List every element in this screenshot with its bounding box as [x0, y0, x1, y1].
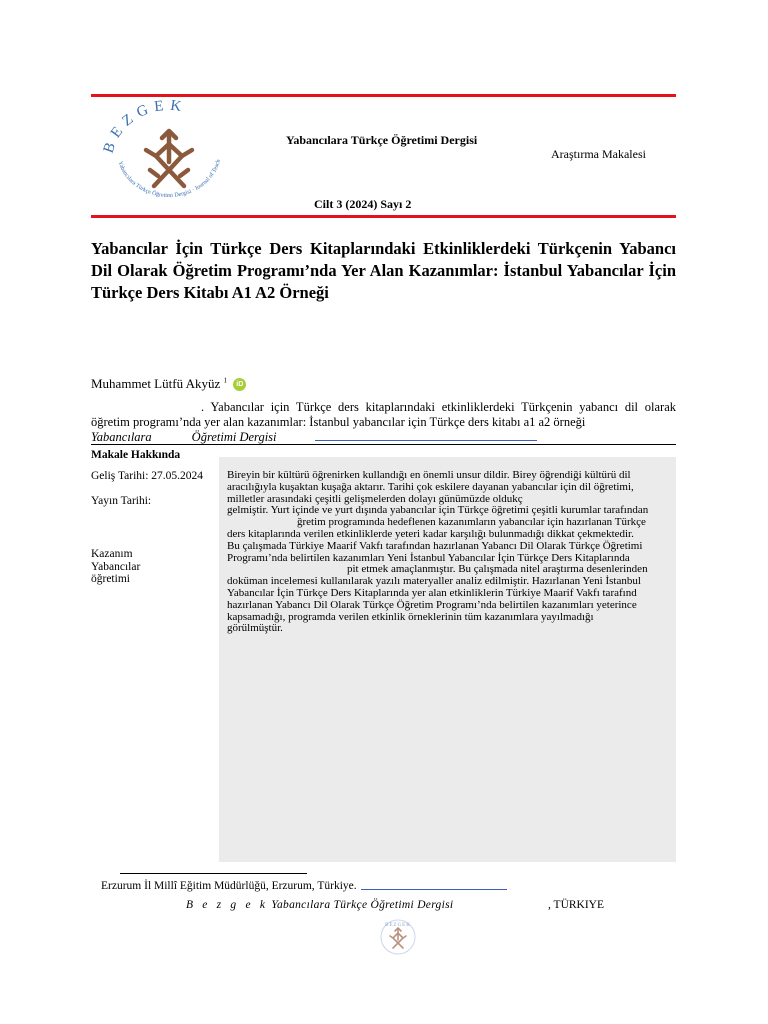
citation-block — [91, 400, 676, 445]
author-name: Muhammet Lütfü Akyüz — [91, 376, 221, 391]
footer-country: , TÜRKIYE — [548, 899, 605, 911]
abstract-line: ders kitaplarında verilen etkinliklerde yeteri kadar karşılığı bulunmadığı dikkat çekmektedir. — [227, 527, 634, 540]
abstract-line: doküman incelemesi kullanılarak yazılı materyaller analiz edilmiştir. Hazırlanan Yeni İstanbul — [227, 575, 641, 588]
header-top-rule — [91, 94, 676, 97]
abstract-line: aracılığıyla kuşaktan kuşağa aktarır. Tarihi çok eskilere dayanan yabancılar için dil öğretimi, — [227, 480, 634, 493]
abstract-line: Programı’nda belirtilen kazanımları Yeni İstanbul Yabancılar İçin Türkçe Ders Kitaplarında — [227, 551, 630, 564]
info-section-rule — [91, 444, 676, 445]
citation-line-2: öğretim programı’nda yer alan kazanımlar: İstanbul yabancılar için Türkçe ders kitabı a1 a2 örneği — [91, 415, 586, 429]
citation-line-3 — [91, 430, 676, 445]
volume-issue: Cilt 3 (2024) Sayı 2 — [314, 197, 412, 211]
abstract-line: milletler arasındaki çeşitli gelişmelerden dolayı günümüzde oldukç — [227, 492, 523, 505]
received-date: Geliş Tarihi: 27.05.2024 — [91, 470, 204, 482]
abstract-line: gelmiştir. Yurt içinde ve yurt dışında yabancılar için Türkçe öğretimi çeşitli kurumlar tarafından — [227, 504, 649, 517]
header-bottom-rule — [91, 215, 676, 218]
email-link-placeholder[interactable] — [361, 879, 507, 890]
journal-title: Yabancılara Türkçe Öğretimi Dergisi — [286, 133, 478, 147]
footer-logo — [377, 916, 419, 958]
article-type: Araştırma Makalesi — [551, 147, 646, 161]
published-date: Yayın Tarihi: — [91, 495, 152, 507]
footer-journal-spaced: B e z g e k — [186, 899, 269, 911]
abstract-line: görülmüştür. — [227, 622, 283, 635]
keywords-list — [91, 548, 211, 586]
journal-logo — [98, 100, 240, 215]
abstract-text — [227, 470, 668, 635]
abstract-line: Bireyin bir kültürü öğrenirken kullandığı en önemli unsur dildir. Birey öğrendiği kültürü dil — [227, 469, 631, 481]
logo-emblem — [146, 131, 192, 186]
author-line — [91, 376, 246, 392]
citation-journal-part-2: Öğretimi Dergisi — [191, 430, 277, 444]
citation-journal-part-1: Yabancılara — [91, 430, 152, 444]
abstract-line: ğretim programında hedeflenen kazanımların yabancılar için hazırlanan Türkçe — [297, 516, 646, 529]
footer-journal-rest: Yabancılara Türkçe Öğretimi Dergisi — [271, 899, 454, 911]
article-title: Yabancılar İçin Türkçe Ders Kitaplarındaki Etkinliklerdeki Türkçenin Yabancı Dil Olarak Öğretim Programı’nda Yer Alan Kazanımlar: İstanbul Yabancılar İçin Türkçe Ders Kitabı A1 A2 Örneği — [91, 239, 676, 302]
abstract-line: Bu çalışmada Türkiye Maarif Vakfı tarafından hazırlanan Yabancı Dil Olarak Türkçe Öğretimi — [227, 539, 643, 552]
keyword-item: Kazanım — [91, 548, 133, 560]
abstract-line: hazırlanan Yabancı Dil Olarak Türkçe Öğretim Programı’nda belirtilen kazanımları yeterince — [227, 598, 637, 611]
footer-journal-name — [186, 899, 453, 911]
article-info-sidebar — [91, 449, 216, 585]
footnote-separator — [120, 873, 307, 874]
doi-link-placeholder[interactable] — [315, 431, 537, 441]
article-info-heading: Makale Hakkında — [91, 449, 181, 461]
abstract-line: Yabancılar İçin Türkçe Ders Kitaplarında yer alan etkinliklerin Türkiye Maarif Vakfı tarafınd — [227, 586, 637, 599]
logo-ring-text: Yabancılara Türkçe Öğretimi Dergisi · Journal of Teach — [116, 158, 223, 200]
logo-wordmark: BEZGEK — [100, 100, 189, 156]
keyword-item: öğretimi — [91, 573, 130, 585]
svg-text:BEZGEK: BEZGEK — [385, 923, 411, 928]
keyword-item: Yabancılar — [91, 560, 141, 573]
orcid-icon[interactable]: iD — [233, 378, 246, 391]
abstract-line: pit etmek amaçlanmıştır. Bu çalışmada nitel araştırma desenlerinden — [347, 563, 648, 576]
footnote-text: Erzurum İl Millî Eğitim Müdürlüğü, Erzurum, Türkiye. — [101, 880, 357, 892]
author-affiliation-marker: 1 — [223, 376, 228, 385]
abstract-line: kapsamadığı, programda verilen etkinlik örneklerinin tüm kazanımlara yayılmadığı — [227, 610, 594, 623]
citation-line-1: . Yabancılar için Türkçe ders kitaplarındaki etkinliklerdeki Türkçenin yabancı dil olarak — [201, 400, 676, 414]
footnote — [101, 879, 507, 892]
